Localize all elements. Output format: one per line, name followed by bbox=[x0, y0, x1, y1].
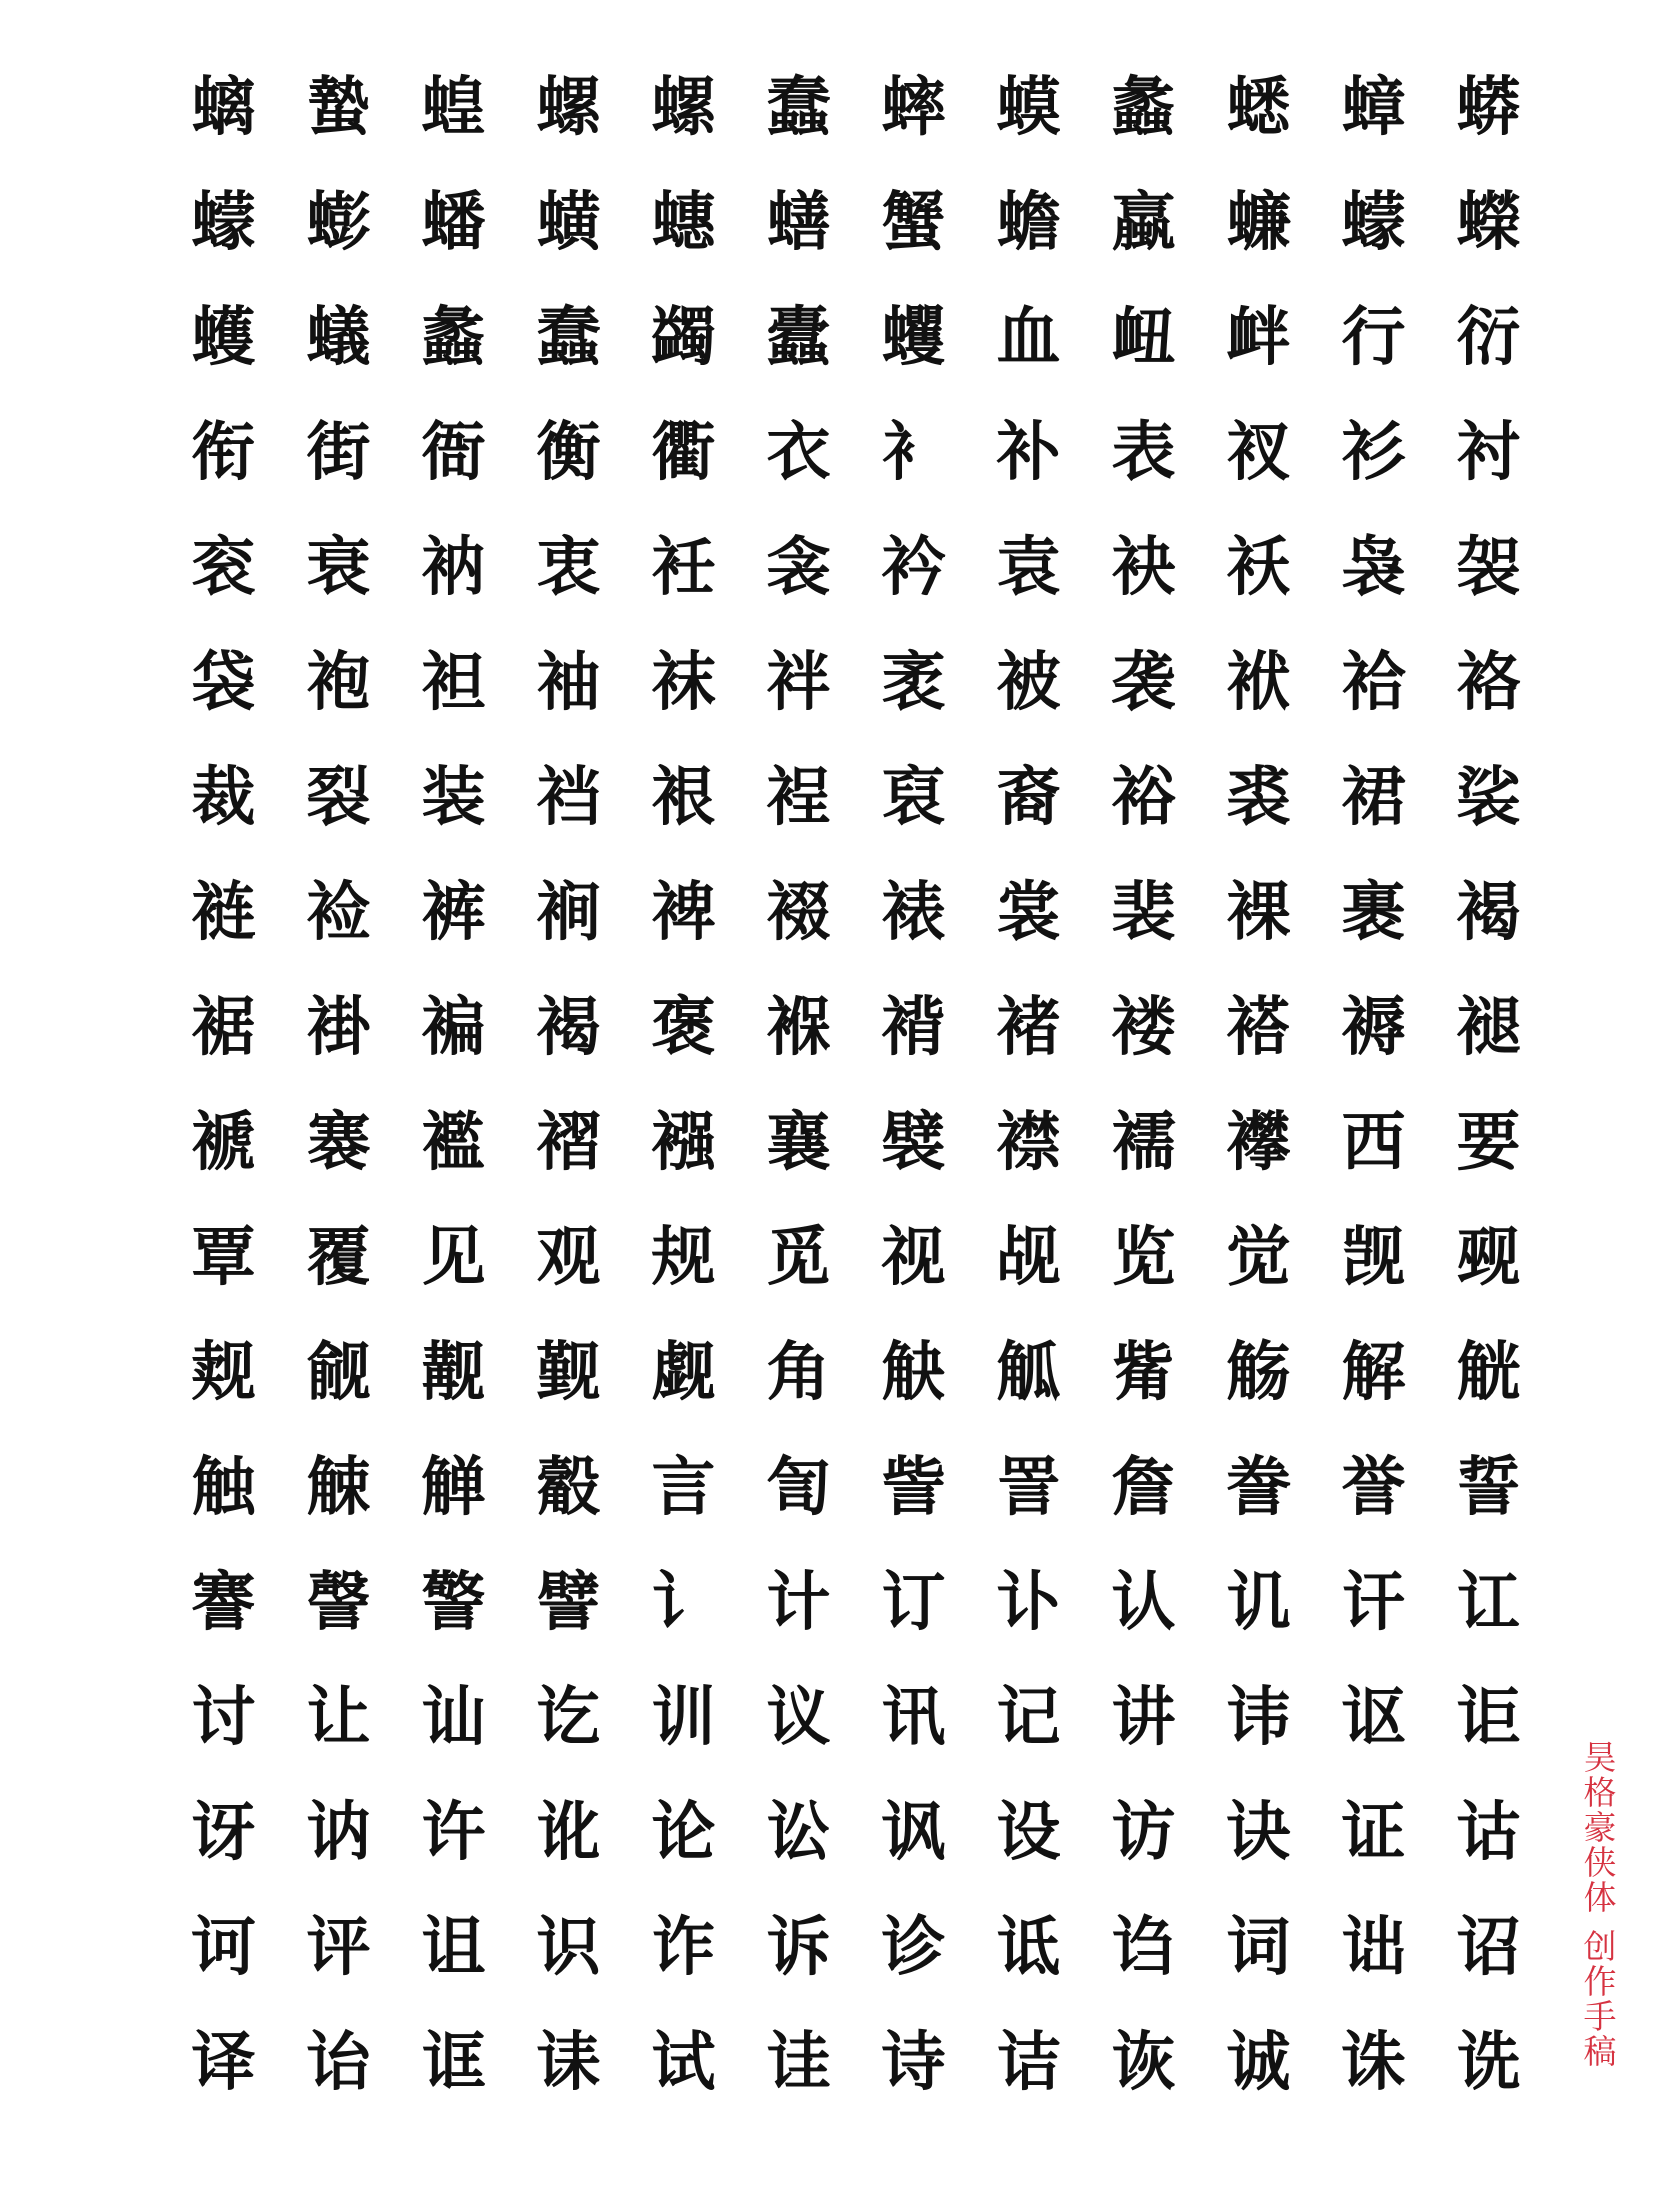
glyph-cell: 袷 bbox=[1341, 644, 1406, 720]
glyph-cell: 血 bbox=[996, 299, 1061, 375]
glyph-cell: 诃 bbox=[191, 1909, 256, 1985]
glyph-cell: 词 bbox=[1226, 1909, 1291, 1985]
glyph-cell: 褚 bbox=[996, 989, 1061, 1065]
glyph-cell: 蟮 bbox=[766, 184, 831, 260]
glyph-cell: 诖 bbox=[766, 2024, 831, 2100]
glyph-cell: 蠓 bbox=[191, 184, 256, 260]
glyph-cell: 褓 bbox=[766, 989, 831, 1065]
glyph-cell: 裳 bbox=[996, 874, 1061, 950]
glyph-cell: 诙 bbox=[1111, 2024, 1176, 2100]
glyph-cell: 蟪 bbox=[651, 184, 716, 260]
glyph-cell: 觚 bbox=[996, 1334, 1061, 1410]
glyph-cell: 褙 bbox=[881, 989, 946, 1065]
glyph-cell: 襟 bbox=[996, 1104, 1061, 1180]
glyph-cell: 袜 bbox=[651, 644, 716, 720]
glyph-cell: 讳 bbox=[1226, 1679, 1291, 1755]
glyph-cell: 褫 bbox=[191, 1104, 256, 1180]
glyph-cell: 觉 bbox=[1226, 1219, 1291, 1295]
glyph-cell: 觇 bbox=[996, 1219, 1061, 1295]
glyph-cell: 讥 bbox=[1226, 1564, 1291, 1640]
glyph-cell: 衢 bbox=[651, 414, 716, 490]
glyph-cell: 诘 bbox=[996, 2024, 1061, 2100]
glyph-cell: 讠 bbox=[651, 1564, 716, 1640]
glyph-cell: 螺 bbox=[651, 69, 716, 145]
glyph-cell: 襁 bbox=[651, 1104, 716, 1180]
glyph-cell: 衩 bbox=[1226, 414, 1291, 490]
glyph-cell: 襄 bbox=[766, 1104, 831, 1180]
glyph-cell: 讨 bbox=[191, 1679, 256, 1755]
glyph-cell: 衮 bbox=[191, 529, 256, 605]
glyph-cell: 袭 bbox=[1111, 644, 1176, 720]
glyph-cell: 观 bbox=[536, 1219, 601, 1295]
glyph-cell: 襤 bbox=[421, 1104, 486, 1180]
glyph-cell: 螺 bbox=[536, 69, 601, 145]
font-caption bbox=[1570, 1740, 1630, 2069]
glyph-cell: 览 bbox=[1111, 1219, 1176, 1295]
glyph-cell: 裣 bbox=[306, 874, 371, 950]
glyph-cell: 衾 bbox=[766, 529, 831, 605]
glyph-cell: 袖 bbox=[536, 644, 601, 720]
glyph-cell: 褥 bbox=[1341, 989, 1406, 1065]
glyph-cell: 蠖 bbox=[191, 299, 256, 375]
glyph-cell: 觌 bbox=[191, 1334, 256, 1410]
glyph-cell: 被 bbox=[996, 644, 1061, 720]
glyph-cell: 袈 bbox=[1456, 529, 1521, 605]
glyph-cell: 裨 bbox=[651, 874, 716, 950]
glyph-cell: 袍 bbox=[306, 644, 371, 720]
glyph-cell: 觫 bbox=[306, 1449, 371, 1525]
glyph-cell: 袁 bbox=[996, 529, 1061, 605]
glyph-cell: 袅 bbox=[1341, 529, 1406, 605]
glyph-cell: 裂 bbox=[306, 759, 371, 835]
glyph-cell: 詈 bbox=[996, 1449, 1061, 1525]
glyph-cell: 蠡 bbox=[1111, 69, 1176, 145]
glyph-cell: 证 bbox=[1341, 1794, 1406, 1870]
glyph-cell: 许 bbox=[421, 1794, 486, 1870]
glyph-cell: 识 bbox=[536, 1909, 601, 1985]
glyph-cell: 讹 bbox=[536, 1794, 601, 1870]
glyph-cell: 誉 bbox=[1341, 1449, 1406, 1525]
glyph-cell: 议 bbox=[766, 1679, 831, 1755]
glyph-cell: 规 bbox=[651, 1219, 716, 1295]
glyph-cell: 见 bbox=[421, 1219, 486, 1295]
glyph-cell: 要 bbox=[1456, 1104, 1521, 1180]
glyph-cell: 讯 bbox=[881, 1679, 946, 1755]
glyph-cell: 蟋 bbox=[1226, 69, 1291, 145]
glyph-cell: 讵 bbox=[1456, 1679, 1521, 1755]
manuscript-label: 创作手稿 bbox=[1583, 1927, 1617, 2071]
glyph-cell: 衅 bbox=[1226, 299, 1291, 375]
glyph-cell: 袒 bbox=[421, 644, 486, 720]
glyph-cell: 覃 bbox=[191, 1219, 256, 1295]
glyph-cell: 诉 bbox=[766, 1909, 831, 1985]
glyph-cell: 蠊 bbox=[1226, 184, 1291, 260]
glyph-cell: 衲 bbox=[421, 529, 486, 605]
glyph-cell: 衽 bbox=[651, 529, 716, 605]
glyph-cell: 裸 bbox=[1226, 874, 1291, 950]
glyph-cell: 誓 bbox=[1456, 1449, 1521, 1525]
glyph-cell: 蠹 bbox=[766, 299, 831, 375]
font-name-label: 昊格豪侠体 bbox=[1583, 1738, 1617, 1917]
glyph-cell: 褰 bbox=[306, 1104, 371, 1180]
glyph-cell: 蠃 bbox=[1111, 184, 1176, 260]
glyph-cell: 衄 bbox=[1111, 299, 1176, 375]
glyph-cell: 褐 bbox=[536, 989, 601, 1065]
glyph-cell: 褊 bbox=[421, 989, 486, 1065]
glyph-cell: 蟥 bbox=[536, 184, 601, 260]
glyph-cell: 蠓 bbox=[1341, 184, 1406, 260]
glyph-cell: 诀 bbox=[1226, 1794, 1291, 1870]
glyph-cell: 诊 bbox=[881, 1909, 946, 1985]
glyph-cell: 褒 bbox=[651, 989, 716, 1065]
glyph-cell: 裹 bbox=[1341, 874, 1406, 950]
glyph-cell: 认 bbox=[1111, 1564, 1176, 1640]
glyph-cell: 订 bbox=[881, 1564, 946, 1640]
glyph-cell: 蟀 bbox=[881, 69, 946, 145]
glyph-cell: 褂 bbox=[306, 989, 371, 1065]
glyph-cell: 袱 bbox=[1226, 644, 1291, 720]
glyph-cell: 评 bbox=[306, 1909, 371, 1985]
glyph-cell: 诂 bbox=[1456, 1794, 1521, 1870]
glyph-cell: 蟻 bbox=[306, 299, 371, 375]
glyph-cell: 蟹 bbox=[881, 184, 946, 260]
glyph-cell: 袼 bbox=[1456, 644, 1521, 720]
glyph-cell: 诏 bbox=[1456, 1909, 1521, 1985]
glyph-cell: 觞 bbox=[1226, 1334, 1291, 1410]
glyph-cell: 襦 bbox=[1111, 1104, 1176, 1180]
glyph-cell: 裆 bbox=[536, 759, 601, 835]
glyph-cell: 讼 bbox=[766, 1794, 831, 1870]
glyph-cell: 袄 bbox=[1226, 529, 1291, 605]
glyph-cell: 蠲 bbox=[651, 299, 716, 375]
glyph-cell: 蟑 bbox=[1341, 69, 1406, 145]
glyph-cell: 讦 bbox=[1341, 1564, 1406, 1640]
glyph-cell: 蠡 bbox=[421, 299, 486, 375]
glyph-cell: 触 bbox=[191, 1449, 256, 1525]
glyph-cell: 蟄 bbox=[306, 69, 371, 145]
glyph-cell: 襞 bbox=[881, 1104, 946, 1180]
glyph-cell: 觐 bbox=[536, 1334, 601, 1410]
glyph-cell: 蠼 bbox=[881, 299, 946, 375]
glyph-cell: 解 bbox=[1341, 1334, 1406, 1410]
glyph-cell: 讲 bbox=[1111, 1679, 1176, 1755]
glyph-cell: 覆 bbox=[306, 1219, 371, 1295]
glyph-cell: 讴 bbox=[1341, 1679, 1406, 1755]
glyph-cell: 螭 bbox=[191, 69, 256, 145]
glyph-cell: 訾 bbox=[881, 1449, 946, 1525]
glyph-cell: 袢 bbox=[766, 644, 831, 720]
glyph-cell: 记 bbox=[996, 1679, 1061, 1755]
glyph-cell: 诓 bbox=[421, 2024, 486, 2100]
glyph-cell: 论 bbox=[651, 1794, 716, 1870]
glyph-cell: 觋 bbox=[1456, 1219, 1521, 1295]
glyph-cell: 蟛 bbox=[306, 184, 371, 260]
glyph-cell: 蠢 bbox=[536, 299, 601, 375]
glyph-cell: 衡 bbox=[536, 414, 601, 490]
glyph-cell: 诅 bbox=[421, 1909, 486, 1985]
glyph-cell: 试 bbox=[651, 2024, 716, 2100]
glyph-cell: 詹 bbox=[1111, 1449, 1176, 1525]
glyph-cell: 诌 bbox=[1111, 1909, 1176, 1985]
glyph-cell: 觅 bbox=[766, 1219, 831, 1295]
glyph-cell: 诚 bbox=[1226, 2024, 1291, 2100]
glyph-cell: 视 bbox=[881, 1219, 946, 1295]
glyph-cell: 謦 bbox=[306, 1564, 371, 1640]
glyph-cell: 设 bbox=[996, 1794, 1061, 1870]
glyph-cell: 觳 bbox=[536, 1449, 601, 1525]
glyph-cell: 蟾 bbox=[996, 184, 1061, 260]
glyph-cell: 蠢 bbox=[766, 69, 831, 145]
glyph-cell: 译 bbox=[191, 2024, 256, 2100]
glyph-cell: 衬 bbox=[1456, 414, 1521, 490]
glyph-cell: 衔 bbox=[191, 414, 256, 490]
glyph-cell: 诗 bbox=[881, 2024, 946, 2100]
glyph-cell: 蠑 bbox=[1456, 184, 1521, 260]
glyph-cell: 让 bbox=[306, 1679, 371, 1755]
glyph-cell: 觥 bbox=[1456, 1334, 1521, 1410]
glyph-cell: 讫 bbox=[536, 1679, 601, 1755]
glyph-cell: 衤 bbox=[881, 414, 946, 490]
glyph-cell: 角 bbox=[766, 1334, 831, 1410]
glyph-cell: 讷 bbox=[306, 1794, 371, 1870]
glyph-cell: 衿 bbox=[881, 529, 946, 605]
glyph-cell: 讧 bbox=[1456, 1564, 1521, 1640]
glyph-cell: 诜 bbox=[1456, 2024, 1521, 2100]
glyph-cell: 裕 bbox=[1111, 759, 1176, 835]
glyph-cell: 诒 bbox=[306, 2024, 371, 2100]
glyph-cell: 诔 bbox=[536, 2024, 601, 2100]
glyph-cell: 蟠 bbox=[421, 184, 486, 260]
glyph-cell: 裁 bbox=[191, 759, 256, 835]
glyph-cell: 袤 bbox=[881, 644, 946, 720]
glyph-cell: 褛 bbox=[1111, 989, 1176, 1065]
glyph-cell: 衙 bbox=[421, 414, 486, 490]
glyph-cell: 表 bbox=[1111, 414, 1176, 490]
glyph-cell: 褡 bbox=[1226, 989, 1291, 1065]
glyph-cell: 补 bbox=[996, 414, 1061, 490]
glyph-cell: 裰 bbox=[766, 874, 831, 950]
glyph-cell: 讶 bbox=[191, 1794, 256, 1870]
glyph-cell: 蟒 bbox=[1456, 69, 1521, 145]
glyph-cell: 言 bbox=[651, 1449, 716, 1525]
glyph-cell: 蝗 bbox=[421, 69, 486, 145]
glyph-cell: 行 bbox=[1341, 299, 1406, 375]
glyph-cell: 裢 bbox=[191, 874, 256, 950]
glyph-cell: 袂 bbox=[1111, 529, 1176, 605]
glyph-cell: 讽 bbox=[881, 1794, 946, 1870]
glyph-cell: 裉 bbox=[651, 759, 716, 835]
glyph-cell: 诈 bbox=[651, 1909, 716, 1985]
glyph-cell: 謇 bbox=[191, 1564, 256, 1640]
glyph-cell: 裎 bbox=[766, 759, 831, 835]
glyph-cell: 訇 bbox=[766, 1449, 831, 1525]
glyph-cell: 裴 bbox=[1111, 874, 1176, 950]
glyph-cell: 衫 bbox=[1341, 414, 1406, 490]
glyph-cell: 觜 bbox=[1111, 1334, 1176, 1410]
glyph-cell: 计 bbox=[766, 1564, 831, 1640]
glyph-cell: 裘 bbox=[1226, 759, 1291, 835]
glyph-cell: 衷 bbox=[536, 529, 601, 605]
glyph-cell: 访 bbox=[1111, 1794, 1176, 1870]
glyph-cell: 觑 bbox=[651, 1334, 716, 1410]
glyph-cell: 衣 bbox=[766, 414, 831, 490]
glyph-cell: 诎 bbox=[1341, 1909, 1406, 1985]
glyph-cell: 装 bbox=[421, 759, 486, 835]
glyph-cell: 裤 bbox=[421, 874, 486, 950]
glyph-cell: 街 bbox=[306, 414, 371, 490]
glyph-cell: 襻 bbox=[1226, 1104, 1291, 1180]
glyph-cell: 褐 bbox=[1456, 874, 1521, 950]
glyph-cell: 西 bbox=[1341, 1104, 1406, 1180]
glyph-cell: 诛 bbox=[1341, 2024, 1406, 2100]
glyph-cell: 裥 bbox=[536, 874, 601, 950]
glyph-cell: 觖 bbox=[881, 1334, 946, 1410]
glyph-cell: 讪 bbox=[421, 1679, 486, 1755]
glyph-cell: 警 bbox=[421, 1564, 486, 1640]
glyph-cell: 裾 bbox=[191, 989, 256, 1065]
glyph-cell: 觏 bbox=[421, 1334, 486, 1410]
glyph-cell: 觎 bbox=[306, 1334, 371, 1410]
glyph-cell: 袋 bbox=[191, 644, 256, 720]
glyph-cell: 裔 bbox=[996, 759, 1061, 835]
glyph-cell: 衰 bbox=[306, 529, 371, 605]
character-grid bbox=[166, 50, 1546, 2120]
glyph-cell: 觯 bbox=[421, 1449, 486, 1525]
glyph-cell: 衍 bbox=[1456, 299, 1521, 375]
glyph-cell: 蟆 bbox=[996, 69, 1061, 145]
glyph-cell: 誊 bbox=[1226, 1449, 1291, 1525]
glyph-cell: 裱 bbox=[881, 874, 946, 950]
glyph-cell: 裒 bbox=[881, 759, 946, 835]
glyph-cell: 裟 bbox=[1456, 759, 1521, 835]
glyph-cell: 训 bbox=[651, 1679, 716, 1755]
glyph-cell: 譬 bbox=[536, 1564, 601, 1640]
glyph-cell: 裙 bbox=[1341, 759, 1406, 835]
glyph-cell: 诋 bbox=[996, 1909, 1061, 1985]
glyph-cell: 褶 bbox=[536, 1104, 601, 1180]
glyph-cell: 觊 bbox=[1341, 1219, 1406, 1295]
glyph-cell: 讣 bbox=[996, 1564, 1061, 1640]
glyph-cell: 褪 bbox=[1456, 989, 1521, 1065]
